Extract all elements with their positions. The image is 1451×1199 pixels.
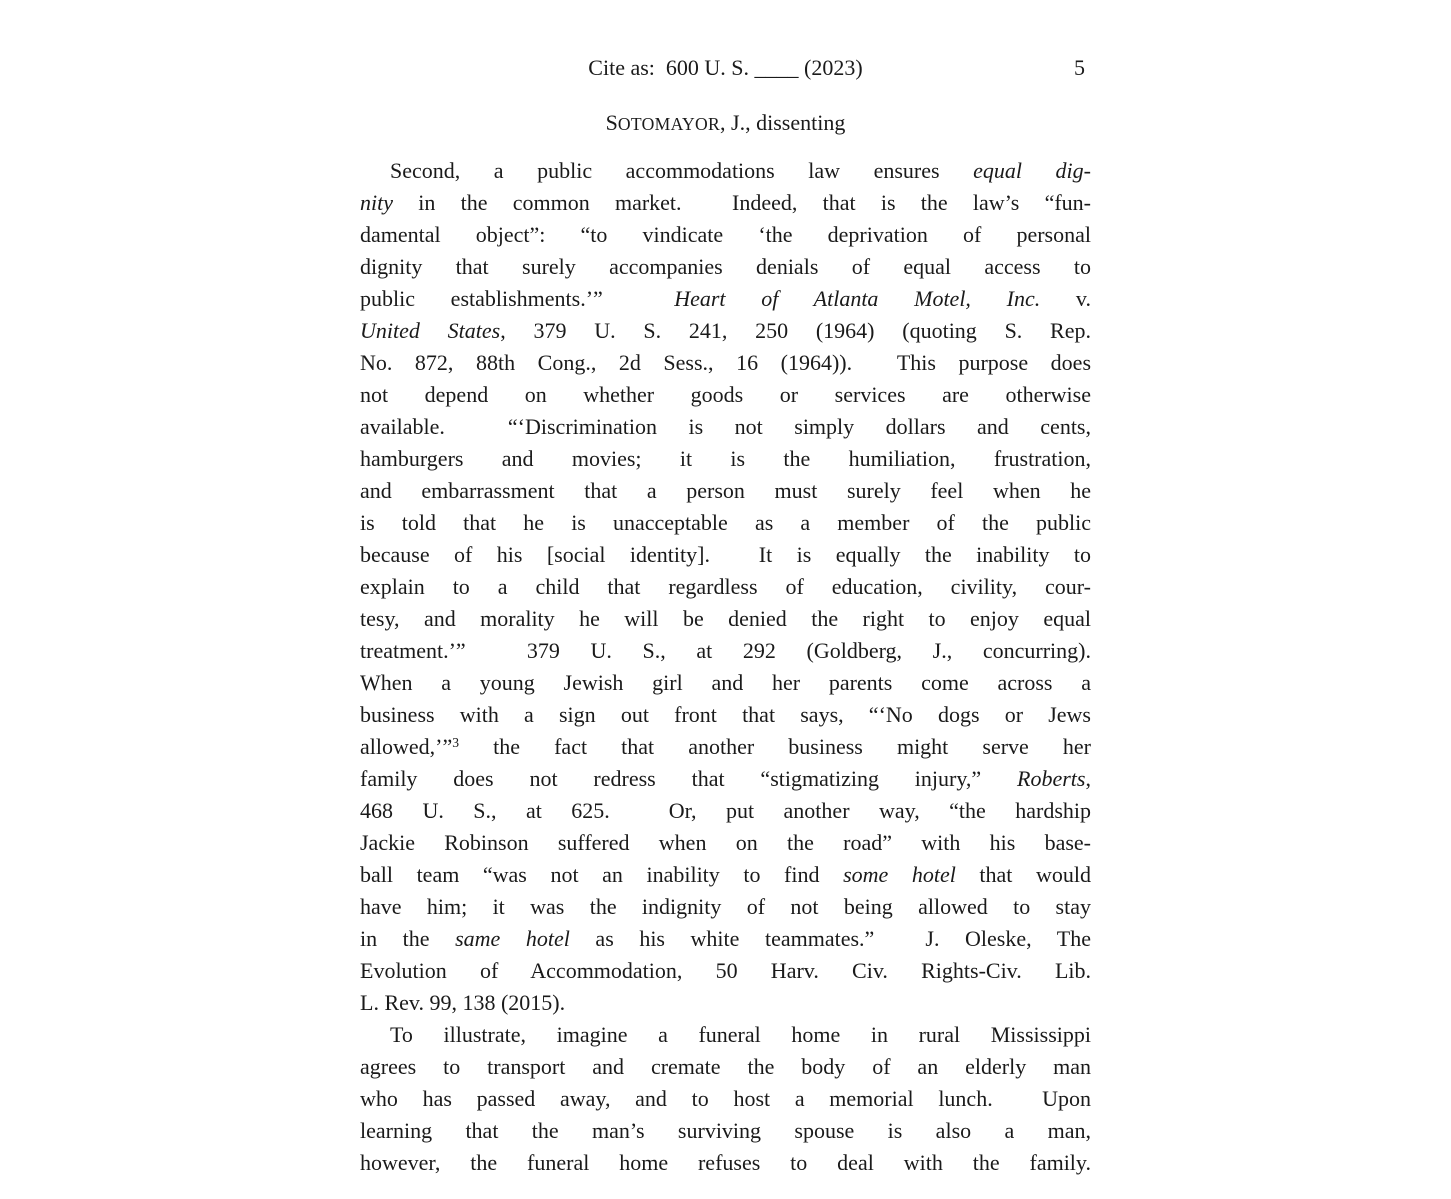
text-segment: however, the funeral home refuses to deal with the family. — [360, 1150, 1091, 1175]
text-line — [360, 283, 1091, 315]
text-line — [360, 219, 1091, 251]
italic-text: Heart of Atlanta Motel, Inc. — [674, 286, 1041, 311]
paragraph — [360, 1019, 1091, 1179]
text-line — [360, 1147, 1091, 1179]
text-segment: as his white teammates.” J. Oleske, The — [569, 926, 1091, 951]
text-segment: tesy, and morality he will be denied the right to enjoy equal — [360, 606, 1091, 631]
text-segment: explain to a child that regardless of education, civility, cour- — [360, 574, 1091, 599]
text-segment: , 379 U. S. 241, 250 (1964) (quoting S. Rep. — [500, 318, 1091, 343]
italic-text: United States — [360, 318, 501, 343]
text-segment: L. Rev. 99, 138 (2015). — [360, 990, 566, 1015]
text-line — [360, 955, 1091, 987]
text-line — [360, 635, 1091, 667]
page-number: 5 — [1074, 55, 1085, 80]
text-segment: the fact that another business might serve her — [459, 734, 1091, 759]
text-line — [360, 315, 1091, 347]
text-line — [360, 827, 1091, 859]
text-segment: available. “‘Discrimination is not simply dollars and cents, — [360, 414, 1091, 439]
text-line — [360, 155, 1091, 187]
text-segment: in the — [360, 926, 456, 951]
text-line — [360, 187, 1091, 219]
text-segment: ball team “was not an inability to find — [360, 862, 844, 887]
text-line — [360, 507, 1091, 539]
author-name-smallcaps: OTOMAYOR — [617, 114, 721, 134]
text-segment: To illustrate, imagine a funeral home in rural Mississippi — [390, 1022, 1091, 1047]
text-line — [360, 1083, 1091, 1115]
italic-text: nity — [360, 190, 393, 215]
text-segment: because of his [social identity]. It is equally the inability to — [360, 542, 1091, 567]
page-header — [360, 52, 1091, 84]
text-segment: not depend on whether goods or services are otherwise — [360, 382, 1091, 407]
text-line — [360, 1019, 1091, 1051]
text-segment: allowed,’” — [360, 734, 453, 759]
text-segment: learning that the man’s surviving spouse is also a man, — [360, 1118, 1091, 1143]
text-line — [360, 891, 1091, 923]
italic-text: some hotel — [843, 862, 956, 887]
text-line — [360, 731, 1091, 763]
text-line — [360, 251, 1091, 283]
text-line — [360, 603, 1091, 635]
text-segment: agrees to transport and cremate the body of an elderly man — [360, 1054, 1091, 1079]
text-segment: family does not redress that “stigmatizing injury,” — [360, 766, 1018, 791]
text-segment: business with a sign out front that says, “‘No dogs or Jews — [360, 702, 1091, 727]
text-segment: v. — [1040, 286, 1092, 311]
text-segment: have him; it was the indignity of not being allowed to stay — [360, 894, 1091, 919]
text-segment: public establishments.’” — [360, 286, 675, 311]
citation-header: Cite as: 600 U. S. ____ (2023) — [588, 55, 863, 80]
paragraph — [360, 155, 1091, 1019]
italic-text: same hotel — [455, 926, 570, 951]
text-line — [360, 539, 1091, 571]
text-line — [360, 763, 1091, 795]
author-name — [606, 110, 720, 135]
text-segment: When a young Jewish girl and her parents come across a — [360, 670, 1091, 695]
italic-text: equal dig- — [973, 158, 1091, 183]
text-segment: treatment.’” 379 U. S., at 292 (Goldberg, J., concurring). — [360, 638, 1091, 663]
document-body — [360, 155, 1091, 1179]
text-segment: dignity that surely accompanies denials of equal access to — [360, 254, 1091, 279]
text-segment: Second, a public accommodations law ensures — [390, 158, 974, 183]
text-line — [360, 443, 1091, 475]
text-segment: Evolution of Accommodation, 50 Harv. Civ. Rights-Civ. Lib. — [360, 958, 1091, 983]
text-segment: that would — [955, 862, 1091, 887]
text-line — [360, 379, 1091, 411]
text-line — [360, 571, 1091, 603]
text-segment: is told that he is unacceptable as a member of the public — [360, 510, 1091, 535]
text-line — [360, 347, 1091, 379]
author-name-initial: S — [605, 110, 618, 135]
text-segment: damental object”: “to vindicate ‘the deprivation of personal — [360, 222, 1091, 247]
text-segment: and embarrassment that a person must surely feel when he — [360, 478, 1091, 503]
text-line — [360, 923, 1091, 955]
text-line — [360, 1051, 1091, 1083]
text-line — [360, 667, 1091, 699]
text-segment: No. 872, 88th Cong., 2d Sess., 16 (1964)). This purpose does — [360, 350, 1091, 375]
text-column — [360, 0, 1091, 1179]
italic-text: Roberts — [1017, 766, 1086, 791]
text-segment: Jackie Robinson suffered when on the road” with his base- — [360, 830, 1091, 855]
text-segment: who has passed away, and to host a memorial lunch. Upon — [360, 1086, 1091, 1111]
text-line — [360, 411, 1091, 443]
opinion-author-line — [360, 107, 1091, 139]
text-line — [360, 699, 1091, 731]
footnote-reference: 3 — [452, 735, 460, 751]
text-line — [360, 475, 1091, 507]
text-line — [360, 1115, 1091, 1147]
text-line — [360, 987, 1091, 1019]
text-segment: in the common market. Indeed, that is the law’s “fun- — [393, 190, 1091, 215]
text-segment: hamburgers and movies; it is the humiliation, frustration, — [360, 446, 1091, 471]
text-line — [360, 859, 1091, 891]
author-suffix: , J., dissenting — [720, 110, 846, 135]
text-segment: , — [1085, 766, 1091, 791]
text-line — [360, 795, 1091, 827]
text-segment: 468 U. S., at 625. Or, put another way, “the hardship — [360, 798, 1091, 823]
